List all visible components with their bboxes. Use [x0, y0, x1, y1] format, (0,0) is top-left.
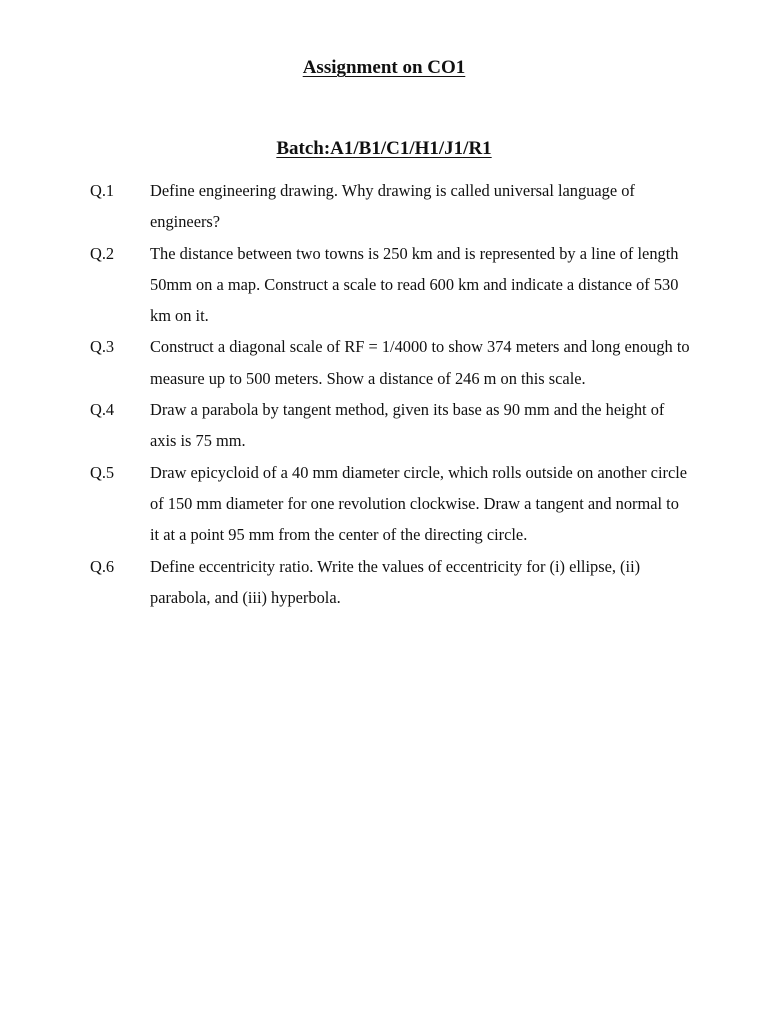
batch-heading: Batch:A1/B1/C1/H1/J1/R1	[276, 138, 492, 159]
question-number: Q.5	[90, 462, 115, 482]
question-item-3	[90, 331, 690, 394]
question-text: The distance between two towns is 250 km and is represented by a line of length 50mm on a map. Construct a scale to read 600 km and indicate a distance of 530 km on it.	[150, 243, 679, 326]
question-number: Q.2	[90, 243, 115, 263]
question-text: Define eccentricity ratio. Write the values of eccentricity for (i) ellipse, (ii) parabola, and (iii) hyperbola.	[150, 556, 641, 607]
question-text: Draw a parabola by tangent method, given its base as 90 mm and the height of axis is 75 mm.	[150, 400, 665, 451]
question-number: Q.3	[90, 337, 115, 357]
question-item-6	[90, 551, 690, 614]
question-item-4	[90, 394, 690, 457]
question-item-2	[90, 238, 690, 332]
question-item-5	[90, 457, 690, 551]
question-item-1	[90, 175, 690, 238]
question-text: Define engineering drawing. Why drawing is called universal language of engineers?	[150, 181, 635, 232]
question-list	[90, 175, 690, 613]
question-text: Construct a diagonal scale of RF = 1/4000 to show 374 meters and long enough to measure up to 500 meters. Show a distance of 246 m on this scale.	[150, 337, 690, 388]
question-number: Q.6	[90, 556, 115, 576]
question-number: Q.4	[90, 400, 115, 420]
page-title: Assignment on CO1	[302, 57, 466, 78]
question-number: Q.1	[90, 181, 115, 200]
question-text: Draw epicycloid of a 40 mm diameter circle, which rolls outside on another circle of 150 mm diameter for one revolution clockwise. Draw a tangent and normal to it at a point 95 mm from the center of the directing circle.	[150, 462, 688, 545]
